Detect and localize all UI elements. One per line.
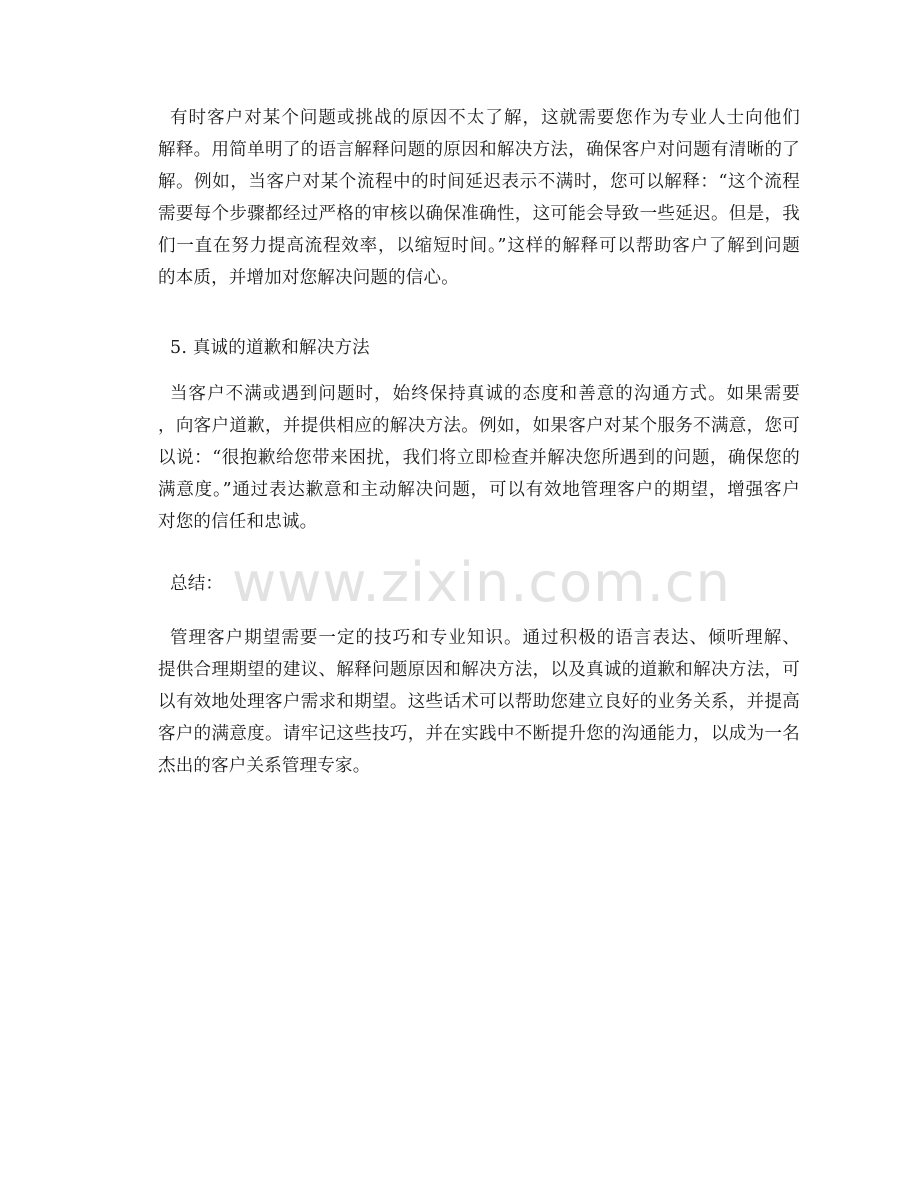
paragraph-line: 以说：“很抱歉给您带来困扰，我们将立即检查并解决您所遇到的问题，确保您的 [158,448,800,468]
paragraph-line: 需要每个步骤都经过严格的审核以确保准确性，这可能会导致一些延迟。但是，我 [158,204,800,224]
paragraph-apology [158,378,800,538]
paragraph-line: 以有效地处理客户需求和期望。这些话术可以帮助您建立良好的业务关系，并提高 [158,692,800,712]
section-heading-5 [158,332,800,364]
paragraph-line: 解释。用简单明了的语言解释问题的原因和解决方法，确保客户对问题有清晰的了 [158,140,800,160]
watermark: www.zixin.com.cn [232,551,731,614]
section-heading-text: 5. 真诚的道歉和解决方法 [170,338,370,358]
summary-heading-text: 总结： [170,574,224,594]
paragraph-line: 的本质，并增加对您解决问题的信心。 [158,268,459,288]
paragraph-line: 提供合理期望的建议、解释问题原因和解决方法，以及真诚的道歉和解决方法，可 [158,660,800,680]
paragraph-line: 解。例如，当客户对某个流程中的时间延迟表示不满时，您可以解释：“这个流程 [158,172,800,192]
paragraph-line: 满意度。”通过表达歉意和主动解决问题，可以有效地管理客户的期望，增强客户 [158,480,800,500]
paragraph-line: 杰出的客户关系管理专家。 [158,756,371,776]
summary-heading [158,568,800,600]
paragraph-summary [158,622,800,782]
paragraph-line: 管理客户期望需要一定的技巧和专业知识。通过积极的语言表达、倾听理解、 [170,628,800,648]
paragraph-line: 客户的满意度。请牢记这些技巧，并在实践中不断提升您的沟通能力，以成为一名 [158,724,800,744]
paragraph-line: 对您的信任和忠诚。 [158,512,318,532]
paragraph-line: 有时客户对某个问题或挑战的原因不太了解，这就需要您作为专业人士向他们 [170,108,800,128]
paragraph-line: 们一直在努力提高流程效率，以缩短时间。”这样的解释可以帮助客户了解到问题 [158,236,800,256]
paragraph-line: 当客户不满或遇到问题时，始终保持真诚的态度和善意的沟通方式。如果需要 [170,384,800,404]
paragraph-line: ，向客户道歉，并提供相应的解决方法。例如，如果客户对某个服务不满意，您可 [158,416,800,436]
paragraph-explain [158,102,800,294]
